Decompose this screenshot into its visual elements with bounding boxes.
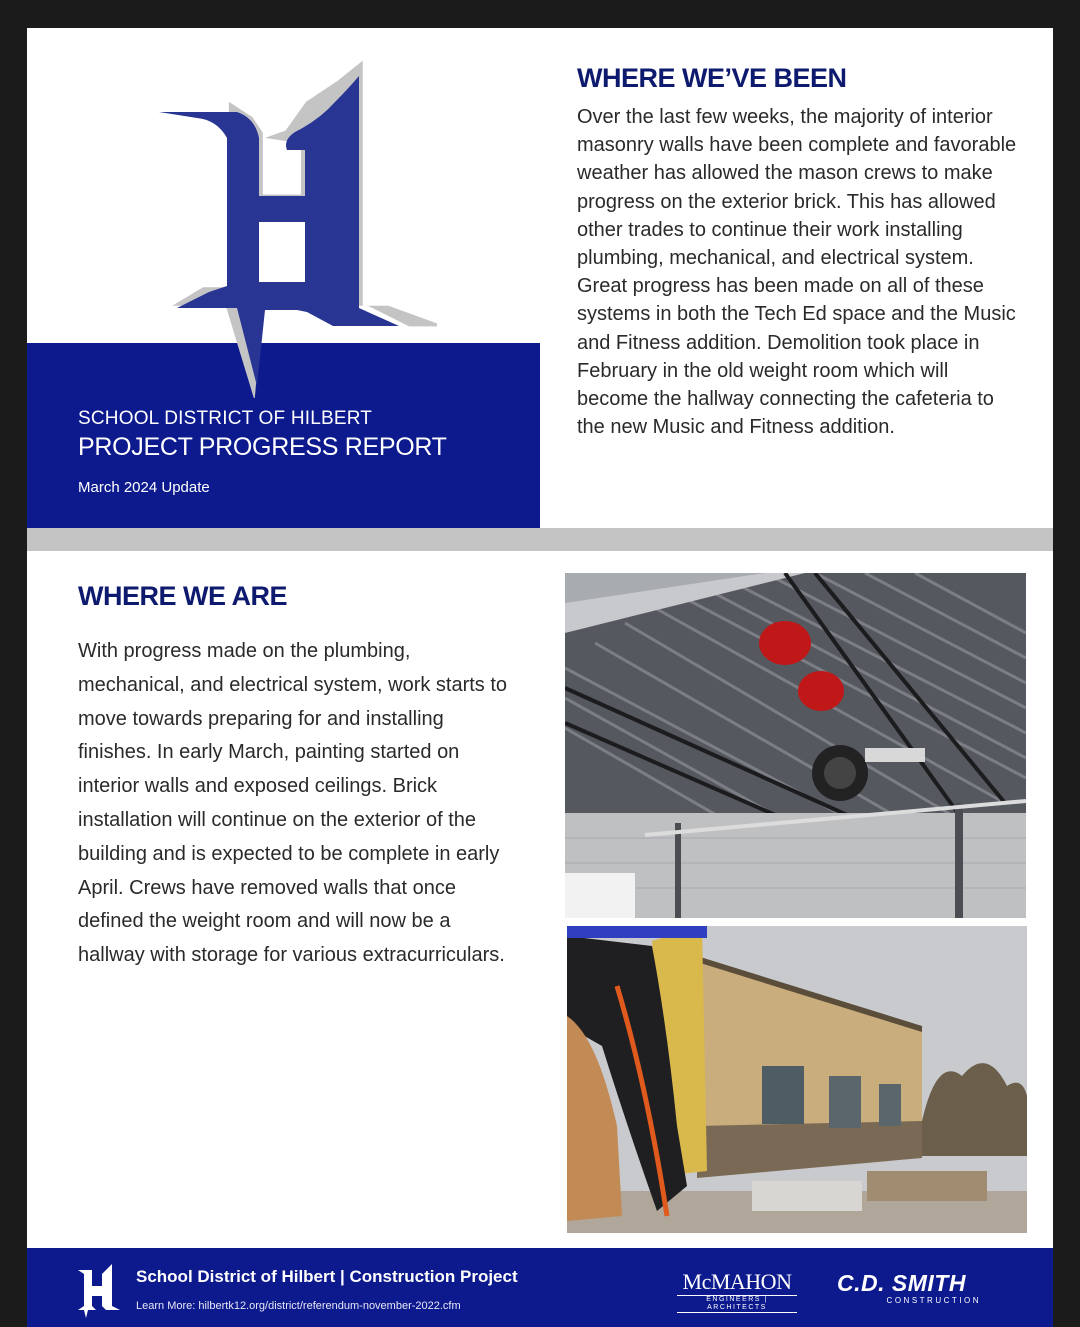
hilbert-h-logo bbox=[137, 46, 437, 398]
report-date: March 2024 Update bbox=[78, 479, 210, 496]
where-weve-been-text: Over the last few weeks, the majority of interior masonry walls have been complete and favorable weather has allowed the mason crews to make progress on the exterior brick. This has allowed other trades to continue their work installing plumbing, mechanical, and electrical system. Great progress has been made on all of these systems in both the Tech Ed space and the Music and Fitness addition. Demolition took place in February in the old weight room which will become the hallway connecting the cafeteria to the new Music and Fitness addition. bbox=[577, 106, 1017, 439]
footer-title: School District of Hilbert | Construction Project bbox=[136, 1267, 518, 1286]
footer-bar bbox=[27, 1248, 1053, 1327]
cdsmith-subtitle: CONSTRUCTION bbox=[886, 1296, 981, 1305]
where-weve-been-heading: WHERE WE’VE BEEN bbox=[577, 63, 847, 93]
mcmahon-subtitle: ENGINEERS | ARCHITECTS bbox=[677, 1295, 797, 1313]
footer-learn-more-link[interactable]: Learn More: hilbertk12.org/district/referendum-november-2022.cfm bbox=[136, 1300, 461, 1312]
mcmahon-name: McMAHON bbox=[682, 1269, 792, 1294]
where-we-are-heading: WHERE WE ARE bbox=[78, 581, 287, 611]
exterior-brick-photo bbox=[567, 926, 1027, 1233]
cdsmith-logo bbox=[837, 1270, 987, 1306]
report-page bbox=[27, 28, 1053, 1327]
where-we-are-text: With progress made on the plumbing, mechanical, and electrical system, work starts to move towards preparing for and installing finishes. In early March, painting started on interior walls and exposed ceilings. Brick installation will continue on the exterior of the building and is expected to be complete in early April. Crews have removed walls that once defined the weight room and will now be a hallway with storage for various extracurriculars. bbox=[78, 640, 508, 967]
interior-ceiling-photo bbox=[565, 573, 1026, 918]
report-title: PROJECT PROGRESS REPORT bbox=[78, 433, 447, 461]
footer-h-logo bbox=[76, 1262, 124, 1318]
cdsmith-name: C.D. SMITH bbox=[837, 1270, 966, 1296]
mcmahon-logo bbox=[677, 1269, 797, 1311]
district-name: SCHOOL DISTRICT OF HILBERT bbox=[78, 408, 373, 429]
section-divider bbox=[27, 528, 1053, 551]
